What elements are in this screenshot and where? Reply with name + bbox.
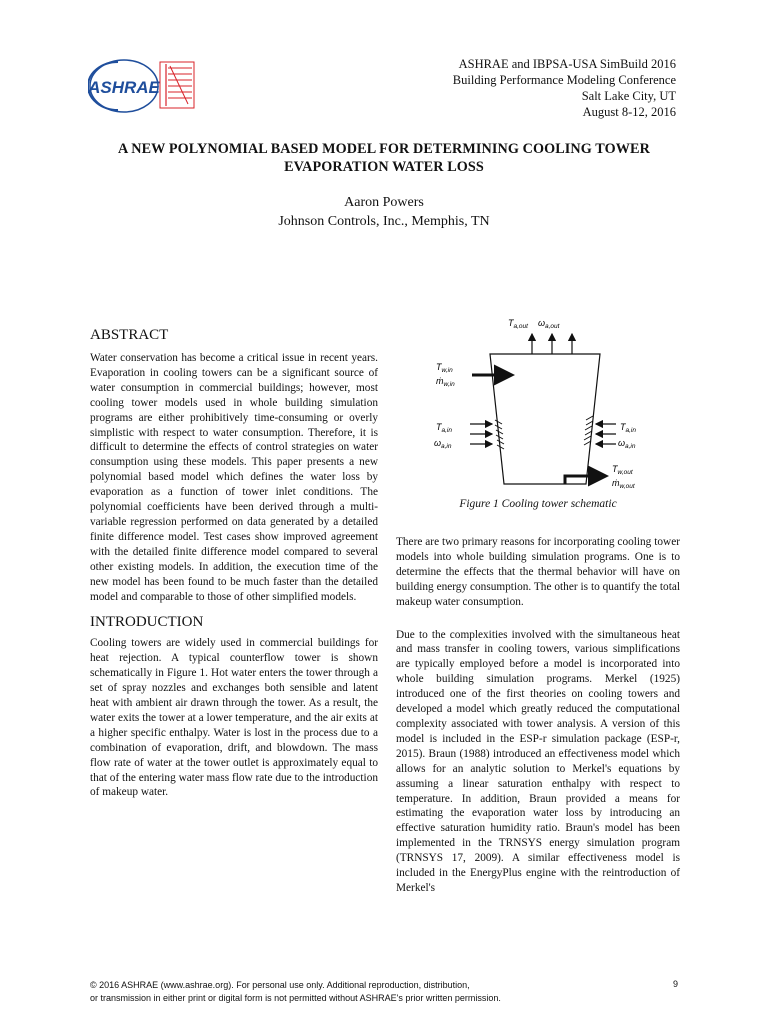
- label-air-in-temp-right: $T_{a,in}$: [620, 422, 636, 434]
- right-paragraph-2: Due to the complexities involved with the simultaneous heat and mass transfer in cooling towers, various simplifications are typically employed before a model is incorporated into whole building simulation programs. Merkel (1925) introduced one of the first theories on cooling towers and developed a model which greatly reduced the computational complexity associated with tower analysis. A version of this model is included in the ESP-r simulation package (ESP-r, 2015). Braun (1988) introduced an effectiveness model which allows for an analytic solution to Merkel's equations by assuming a linear saturation enthalpy with respect to temperature. In addition, Braun provided a means for estimating the evaporation water loss by introducing an effective saturation humidity ratio. Braun's model has been implemented in the TRNSYS energy simulation program (TRNSYS 17, 2009). A similar effectiveness model is included in the EnergyPlus engine with the reintroduction of Merkel's: [396, 628, 680, 894]
- title-line: EVAPORATION WATER LOSS: [284, 159, 484, 175]
- label-water-in-temp: $T_{w,in}$: [436, 362, 453, 374]
- abstract-text: Water conservation has become a critical issue in recent years. Evaporation in cooling towers can be a significant source of water consumption in commercial buildings; however, most cooling tower models used in whole building simulation programs are either prohibitively time-consuming or overly simplistic with respect to water consumption. Therefore, it is difficult to determine the effects of control strategies on water consumption using these models. This paper presents a new polynomial based model which defines the water loss by evaporation as a function of tower inlet conditions. The polynomial coefficients have been derived through a multi-variable regression performed on data generated by a detailed finite difference model. Test cases show improved agreement with the detailed finite difference model compared to several other existing models. In addition, the execution time of the new model has been found to be much faster than the detailed model and comparable to those of other simplified models.: [90, 352, 378, 603]
- label-air-out-humidity: $\omega_{a,out}$: [538, 318, 560, 330]
- left-column: [90, 326, 378, 800]
- copyright-footer: [90, 979, 630, 1005]
- abstract-heading: ABSTRACT: [90, 327, 169, 343]
- conference-info: [453, 56, 676, 120]
- conference-line: Building Performance Modeling Conference: [452, 73, 676, 87]
- paper-title: [60, 140, 708, 176]
- copyright-line: or transmission in either print or digital form is not permitted without ASHRAE's prior written permission.: [90, 993, 501, 1003]
- right-column: [396, 535, 680, 896]
- cooling-tower-figure: [420, 312, 680, 497]
- author-name: Aaron Powers: [344, 195, 424, 210]
- title-line: A NEW POLYNOMIAL BASED MODEL FOR DETERMINING COOLING TOWER: [118, 141, 650, 157]
- author-affiliation: Johnson Controls, Inc., Memphis, TN: [278, 214, 490, 229]
- conference-line: August 8-12, 2016: [582, 105, 676, 119]
- label-air-in-humidity-right: $\omega_{a,in}$: [618, 438, 636, 450]
- label-water-in-flow: ṁ$_{w,in}$: [436, 376, 455, 388]
- label-air-in-humidity-left: $\omega_{a,in}$: [434, 438, 452, 450]
- conference-line: ASHRAE and IBPSA-USA SimBuild 2016: [458, 57, 676, 71]
- page-number: 9: [672, 979, 678, 989]
- author-block: [0, 193, 768, 231]
- right-paragraph-1: There are two primary reasons for incorporating cooling tower models into whole building simulation programs. One is to determine the effects that the thermal behavior will have on building energy consumption. The other is to quantify the total makeup water consumption.: [396, 536, 680, 608]
- ashrae-logo: [88, 56, 198, 116]
- conference-line: Salt Lake City, UT: [581, 89, 676, 103]
- label-water-out-temp: $T_{w,out}$: [612, 464, 633, 476]
- label-water-out-flow: ṁ$_{w,out}$: [612, 478, 635, 490]
- figure-caption: Figure 1 Cooling tower schematic: [459, 498, 617, 510]
- logo-text: ASHRAE: [88, 78, 160, 97]
- introduction-text: Cooling towers are widely used in commercial buildings for heat rejection. A typical counterflow tower is shown schematically in Figure 1. Hot water enters the tower through a set of spray nozzles and exchanges both sensible and latent heat with ambient air drawn through the tower. As a result, the water exits the tower at a lower temperature, and the air exits at a higher specific enthalpy. Water is lost in the process due to a combination of evaporation, drift, and blowdown. The mass flow rate of water at the tower outlet is approximately equal to that of the entering water mass flow rate due to the introduction of makeup water.: [90, 637, 378, 799]
- label-air-in-temp-left: $T_{a,in}$: [436, 422, 452, 434]
- label-air-out-temp: $T_{a,out}$: [508, 318, 528, 330]
- introduction-heading: INTRODUCTION: [90, 614, 204, 631]
- copyright-line: © 2016 ASHRAE (www.ashrae.org). For personal use only. Additional reproduction, distribution,: [90, 980, 470, 990]
